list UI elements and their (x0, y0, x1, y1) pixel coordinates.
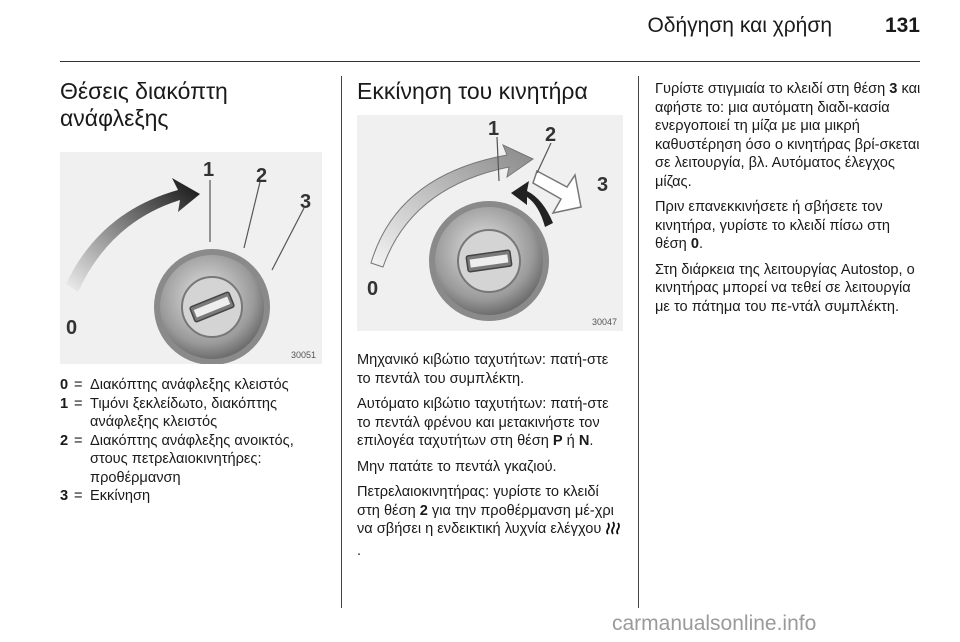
position-label-0: 0 (66, 317, 78, 339)
position-label-0: 0 (367, 278, 379, 300)
text-run: Αυτόματο κιβώτιο ταχυτήτων: πατή-στε το πεντάλ φρένου και μετακινήστε τον επιλογέα ταχυτήτων στη θέση (357, 396, 609, 449)
column-divider-left (341, 76, 342, 608)
legend-key: 1 (60, 395, 69, 412)
position-0: 0 (690, 236, 699, 252)
left-column (60, 78, 328, 506)
position-label-2: 2 (545, 124, 557, 146)
watermark: carmanualsonline.info (612, 612, 817, 635)
autostop-paragraph: Στη διάρκεια της λειτουργίας Autostop, ο κινητήρας μπορεί να τεθεί σε λειτουργία με το πάτημα του πε-ντάλ συμπλέκτη. (655, 261, 915, 315)
legend-key: 2 (60, 432, 69, 449)
column-divider-right (638, 76, 639, 608)
text-run: . (589, 433, 594, 449)
start-paragraph (655, 80, 925, 191)
position-3: 3 (889, 81, 898, 97)
legend-row (60, 376, 328, 395)
automatic-gearbox-paragraph (357, 395, 625, 451)
start-figure (357, 115, 623, 331)
text-run: για την προθέρμανση μέ-χρι να σβήσει η ενδεικτική λυχνία ελέγχου (357, 502, 614, 537)
position-label-2: 2 (256, 165, 268, 187)
legend-text: Διακόπτης ανάφλεξης ανοικτός, στους πετρελαιοκινητήρες: προθέρμανση (90, 432, 294, 486)
figure-number: 30051 (290, 350, 316, 360)
gear-n: N (578, 433, 590, 449)
middle-column (357, 78, 625, 567)
position-label-3: 3 (300, 191, 312, 213)
accelerator-warning-paragraph: Μην πατάτε το πεντάλ γκαζιού. (357, 458, 557, 475)
legend-text: Τιμόνι ξεκλείδωτο, διακόπτης ανάφλεξης κλειστός (90, 395, 278, 430)
legend-text: Εκκίνηση (90, 488, 151, 504)
legend-separator: = (74, 488, 83, 504)
legend-key: 3 (60, 488, 69, 504)
position-label-3: 3 (597, 174, 609, 196)
ignition-switch-illustration (60, 152, 322, 364)
right-column (655, 80, 925, 323)
text-run: και αφήστε το: μια αυτόματη διαδι-κασία ενεργοποιεί τη μίζα με μια μικρή καθυστέρηση όσο ο κινητήρας βρί-σκεται σε λειτουργία, βλ. Αυτόματος έλεγχος μίζας. (655, 81, 921, 190)
legend-separator: = (74, 395, 83, 412)
position-label-1: 1 (488, 118, 500, 140)
legend-row (60, 432, 328, 488)
section-title-ignition-positions (60, 78, 328, 132)
text-run: Πριν επανεκκινήσετε ή σβήσετε τον κινητήρα, γυρίστε το κλειδί πίσω στη θέση (655, 199, 890, 252)
figure-number: 30047 (591, 317, 617, 327)
position-legend (60, 376, 328, 506)
text-run: . (698, 236, 703, 252)
legend-row (60, 487, 328, 506)
middle-body (357, 351, 625, 560)
section-title-engine-start: Εκκίνηση του κινητήρα (357, 78, 588, 104)
header-rule (60, 61, 920, 62)
diesel-paragraph (357, 483, 625, 560)
position-2: 2 (419, 502, 428, 519)
section-title-line2: ανάφλεξης (60, 105, 169, 131)
legend-row (60, 395, 328, 432)
legend-separator: = (74, 377, 83, 393)
section-title-line1: Θέσεις διακόπτη (60, 78, 228, 104)
gear-p: P (552, 433, 563, 449)
page-number: 131 (884, 14, 920, 37)
position-label-1: 1 (203, 159, 215, 181)
legend-separator: = (74, 432, 83, 449)
text-run: ή (562, 433, 579, 449)
text-run: Γυρίστε στιγμιαία το κλειδί στη θέση (655, 81, 890, 97)
ignition-figure (60, 152, 322, 364)
legend-key: 0 (60, 377, 69, 393)
glow-plug-icon (605, 520, 621, 542)
legend-text: Διακόπτης ανάφλεξης κλειστός (90, 377, 289, 393)
manual-gearbox-paragraph: Μηχανικό κιβώτιο ταχυτήτων: πατή-στε το πεντάλ του συμπλέκτη. (357, 352, 609, 387)
engine-start-illustration (357, 115, 623, 331)
text-run: Πετρελαιοκινητήρας: γυρίστε το κλειδί στη θέση (357, 484, 599, 519)
text-run: . (357, 542, 362, 559)
running-header-title: Οδήγηση και χρήση (647, 14, 832, 37)
restart-paragraph (655, 198, 925, 254)
